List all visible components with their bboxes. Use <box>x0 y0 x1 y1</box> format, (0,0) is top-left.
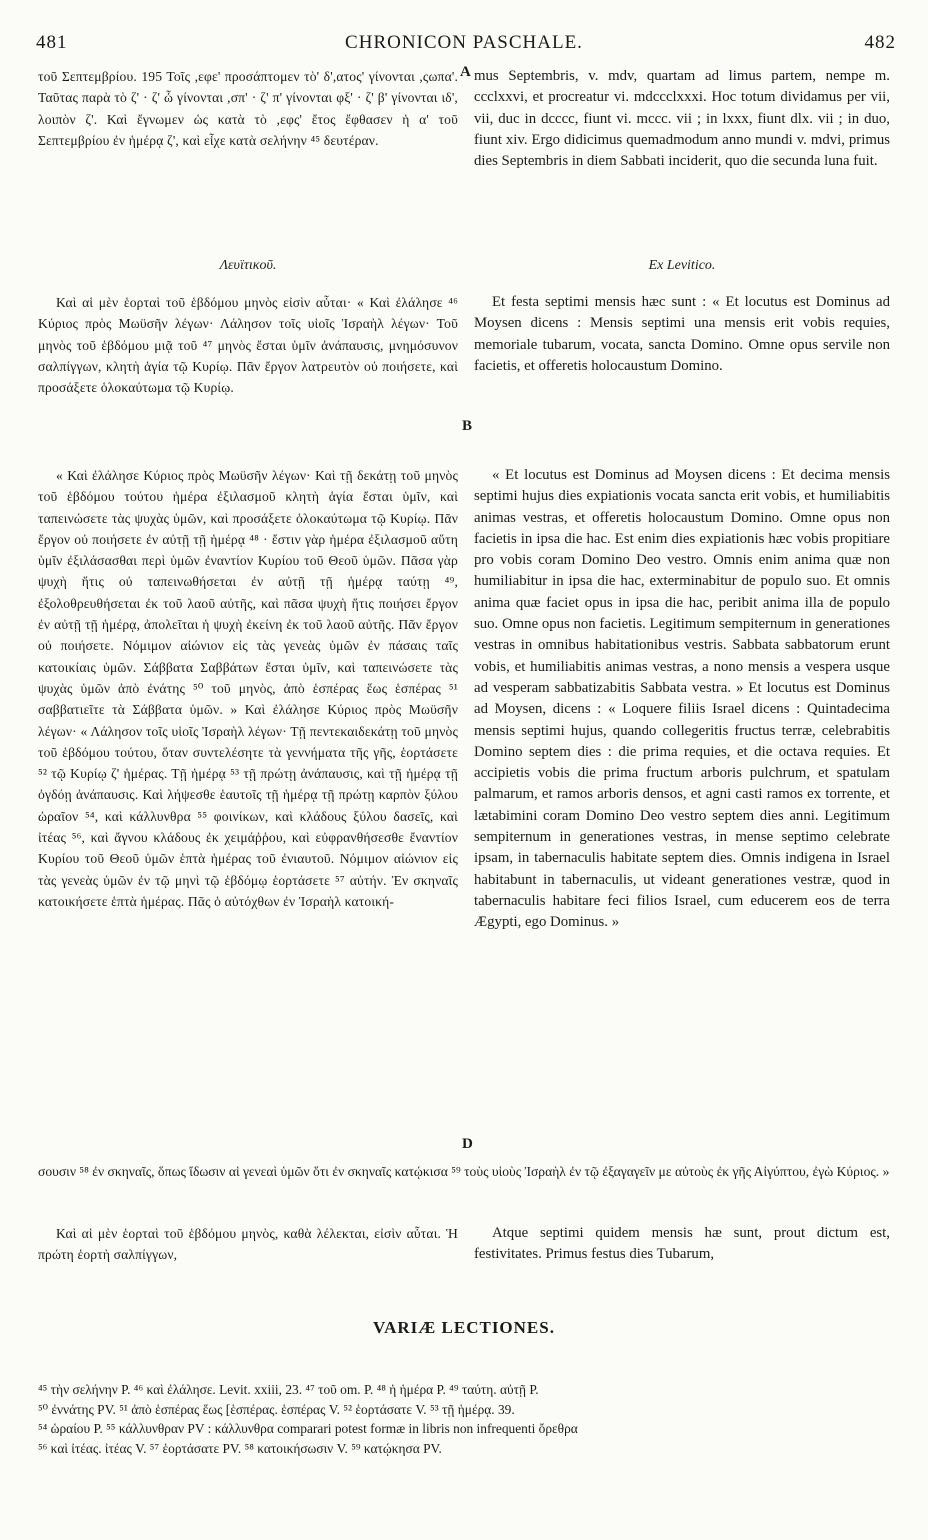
latin-section-heading: Ex Levitico. <box>648 258 716 273</box>
margin-mark-b: B <box>462 418 473 434</box>
running-header <box>0 32 928 62</box>
variae-lectiones-title: VARIÆ LECTIONES. <box>373 1318 555 1337</box>
variae-lectiones-notes <box>38 1380 890 1458</box>
note-line: ⁵⁶ καὶ ἰτέας. ἰτέας V. ⁵⁷ ἑορτάσατε PV. ⁵⁸ κατοικήσωσιν V. ⁵⁹ κατῴκησα PV. <box>38 1440 442 1456</box>
page-number-right: 482 <box>864 32 896 53</box>
running-head-title: CHRONICON PASCHALE. <box>345 32 583 53</box>
latin-paragraph-2: « Et locutus est Dominus ad Moysen dicens : Et decima mensis septimi hujus dies expiationis vocata sancta erit vobis, et humiliabitis animas vestras, et offeretis holocaustum Domino. Omne opus non facietis in ipsa die hac. Est enim dies expiationis hæc vobis propitiare pro vobis coram Domino Deo vestro. Omnis enim anima quæ non humiliabitur in ipsa die hac, exterminabitur de populo suo. Et omnis anima quæ faciet opus in ipsa die hac, peribit anima illa de populo suo. Omne opus non facietis. Legitimum sempiternum in generationes vestras in omnibus habitationibus vestris. Sabbata sabbatorum erunt vobis, et humiliabitis animas vestras, a nono mensis a vespera usque ad vesperam sabbatizabitis Sabbata vestra. » Et locutus est Dominus ad Moysen, dicens : « Loquere filiis Israel dicens : Quintadecima mensis septimi hujus, quando collegeritis fructus terræ, celebrabitis Domino septem dies : die prima requies, et die octava requies. Et accipietis vobis die prima fructum arboris pulchrum, et spatulam palmarum, et ramos arboris densos, et agni casti ramos ex torrente, et lætabimini coram Domino Deo vestro septem dies anni. Legitimum sempiternum in generationes vestras, in mense septimo celebrate ipsam, in tabernaculis habitate septem dies. Omnis indigena in Israel habitabunt in tabernaculis, ut videant generationes vestræ, quod in tabernaculis habitare feci filios Israel, cum educerem eos de terra Ægypti, ego Dominus. » <box>474 467 890 931</box>
greek-paragraph-2: « Καὶ ἐλάλησε Κύριος πρὸς Μωϋσῆν λέγων· Καὶ τῇ δεκάτῃ τοῦ μηνὸς τοῦ ἑβδόμου τούτου ἡμέρα ἐξιλασμοῦ κλητὴ ἁγία ἔσται ὑμῖν, καὶ ταπεινώσετε τὰς ψυχὰς ὑμῶν, καὶ προσάξετε ὁλοκαύτωμα τῷ Κυρίῳ. Πᾶν ἔργον οὐ ποιήσετε ἐν αὐτῇ τῇ ἡμέρᾳ ⁴⁸ · ἔστιν γὰρ ἡμέρα ἐξιλασμοῦ αὕτη ὑμῖν ἐξιλάσασθαι περὶ ὑμῶν ἐναντίον Κυρίου τοῦ Θεοῦ ὑμῶν. Πᾶσα γὰρ ψυχὴ ἥτις οὐ ταπεινωθήσεται ἐν αὐτῇ τῇ ἡμέρᾳ ταύτῃ ⁴⁹, ἐξολοθρευθήσεται ἐκ τοῦ λαοῦ αὐτῆς, καὶ πᾶσα ψυχὴ ἥτις ποιήσει ἔργον ἐν αὐτῇ τῇ ἡμέρᾳ, ἀπολεῖται ἡ ψυχὴ ἐκείνη ἐκ τοῦ λαοῦ αὐτῆς. Πᾶν ἔργον οὐ ποιήσετε. Νόμιμον αἰώνιον εἰς τὰς γενεὰς ὑμῶν ἐν πάσαις ταῖς κατοικίαις ὑμῶν. Σάββατα Σαββάτων ἔσται ὑμῖν, καὶ ταπεινώσετε τὰς ψυχὰς ὑμῶν ἀπὸ ἐνάτης ⁵⁰ τοῦ μηνὸς, ἀπὸ ἑσπέρας ἕως ἑσπέρας ⁵¹ σαββατιεῖτε τὰ Σάββατα ὑμῶν. » Καὶ ἐλάλησε Κύριος πρὸς Μωϋσῆν λέγων· « Λάλησον τοῖς υἱοῖς Ἰσραὴλ λέγων· Τῇ πεντεκαιδεκάτῃ τοῦ μηνὸς τοῦ ἑβδόμου τούτου, ὅταν συντελέσητε τὰ γεννήματα τῆς γῆς, ἑορτάσετε ⁵² τῷ Κυρίῳ ζ' ἡμέρας. Τῇ ἡμέρᾳ ⁵³ τῇ πρώτῃ ἀνάπαυσις, καὶ τῇ ἡμέρᾳ τῇ ὀγδόῃ ἀνάπαυσις. Καὶ λήψεσθε ἑαυτοῖς τῇ ἡμέρᾳ τῇ πρώτῃ καρπὸν ξύλου ὡραῖον ⁵⁴, καὶ κάλλυνθρα ⁵⁵ φοινίκων, καὶ κλάδους ξύλου δασεῖς, καὶ ἰτέας ⁵⁶, καὶ ἄγνου κλάδους ἐκ χειμάῤῥου, καὶ εὐφρανθήσεσθε ἔναντίον Κυρίου τοῦ Θεοῦ ὑμῶν ἑπτὰ ἡμέρας τοῦ ἐνιαυτοῦ. Νόμιμον αἰώνιον εἰς τὰς γενεὰς ὑμῶν ἐν τῷ μηνὶ τῷ ἑβδόμῳ ἑορτάσετε ⁵⁷ αὐτήν. Ἐν σκηναῖς κατοικήσετε ἑπτὰ ἡμέρας. Πᾶς ὁ αὐτόχθων ἐν Ἰσραὴλ κατοική- <box>38 468 458 909</box>
latin-paragraph-3: Atque septimi quidem mensis hæ sunt, prout dictum est, festivitates. Primus festus dies Tubarum, <box>474 1225 890 1263</box>
latin-top-fragment: mus Septembris, v. mdv, quartam ad limus partem, nempe m. ccclxxvi, et procreatur vi. mdccclxxxi. Hoc totum dividamus per vii, vii, duc in dcccc, fiunt vi. mccc. vii ; in lxxx, fiunt dlx. vii ; in duo, fiunt xiv. Ergo didicimus quemadmodum anno mundi v. mdvi, primus dies Septembris in diem Sabbati inciderit, quo die secunda luna fuit. <box>474 68 890 170</box>
greek-section-heading: Λευϊτικοῦ. <box>219 258 277 273</box>
note-line: ⁵⁰ ἐννάτης PV. ⁵¹ ἀπὸ ἑσπέρας ἕως [ἑσπέρας. ἑσπέρας V. ⁵² ἑορτάσατε V. ⁵³ τῇ ἡμέρᾳ. 39. <box>38 1401 515 1417</box>
latin-paragraph-1: Et festa septimi mensis hæc sunt : « Et locutus est Dominus ad Moysen dicens : Mensis septimi una mensis erit vobis requies, memoriale tubarum, vocata, sancta Domino. Omne opus servile non facietis, et offeretis holocaustum Domino. <box>474 294 890 374</box>
note-line: ⁵⁴ ὡραίου P. ⁵⁵ κάλλυνθραν PV : κάλλυνθρα comparari potest formæ in libris non infrequenti ὄρεθρα <box>38 1421 578 1436</box>
margin-mark-a: A <box>460 64 471 80</box>
greek-full-width-continuation: σουσιν ⁵⁸ ἐν σκηναῖς, ὅπως ἴδωσιν αἱ γενεαὶ ὑμῶν ὅτι ἐν σκηναῖς κατῴκισα ⁵⁹ τοὺς υἱοὺς Ἰσραὴλ ἐν τῷ ἐξαγαγεῖν με αὐτοὺς ἐκ γῆς Αἰγύπτου, ἐγὼ Κύριος. » <box>38 1164 890 1179</box>
note-line: ⁴⁵ τὴν σελήνην P. ⁴⁶ καὶ ἐλάλησε. Levit. xxiii, 23. ⁴⁷ τοῦ om. P. ⁴⁸ ἡ ἡμέρα P. ⁴⁹ ταύτη. αὐτῇ P. <box>38 1382 539 1397</box>
greek-paragraph-3: Καὶ αἱ μὲν ἑορταὶ τοῦ ἑβδόμου μηνὸς, καθὰ λέλεκται, εἰσὶν αὗται. Ἡ πρώτη ἑορτὴ σαλπίγγων, <box>38 1226 458 1263</box>
margin-mark-d: D <box>462 1136 473 1152</box>
greek-top-fragment: τοῦ Σεπτεμβρίου. 195 Τοῖς ,εφε' προσάπτομεν τὸ' δ',ατος' γίνονται ,ςωπα'. Ταῦτας παρὰ τὸ ζ' · ζ' ὧ γίνονται ,σπ' · ζ' π' γίνονται φξ' · ζ' β' γίνονται ιδ', λοιπὸν ζ'. Καὶ ἔγνωμεν ὡς κατὰ τὸ ,εφς' ἔτος ἔφθασεν ἡ α' τοῦ Σεπτεμβρίου ἐν ἡμέρᾳ ζ', καὶ εἶχε κατὰ σελήνην ⁴⁵ δευτέραν. <box>38 69 458 148</box>
page-number-left: 481 <box>36 32 68 53</box>
greek-paragraph-1: Καὶ αἱ μὲν ἑορταὶ τοῦ ἑβδόμου μηνὸς εἰσὶν αὗται· « Καὶ ἐλάλησε ⁴⁶ Κύριος πρὸς Μωϋσῆν λέγων· Λάλησον τοῖς υἱοῖς Ἰσραὴλ λέγων· Τοῦ μηνὸς τοῦ ἑβδόμου μιᾷ τοῦ ⁴⁷ μηνὸς ἔσται ὑμῖν ἀνάπαυσις, μνημόσυνον σαλπίγγων, κλητὴ ἁγία τῷ Κυρίῳ. Πᾶν ἔργον λατρευτὸν οὐ ποιήσετε, καὶ προσάξετε ὁλοκαύτωμα τῷ Κυρίῳ. <box>38 295 458 396</box>
